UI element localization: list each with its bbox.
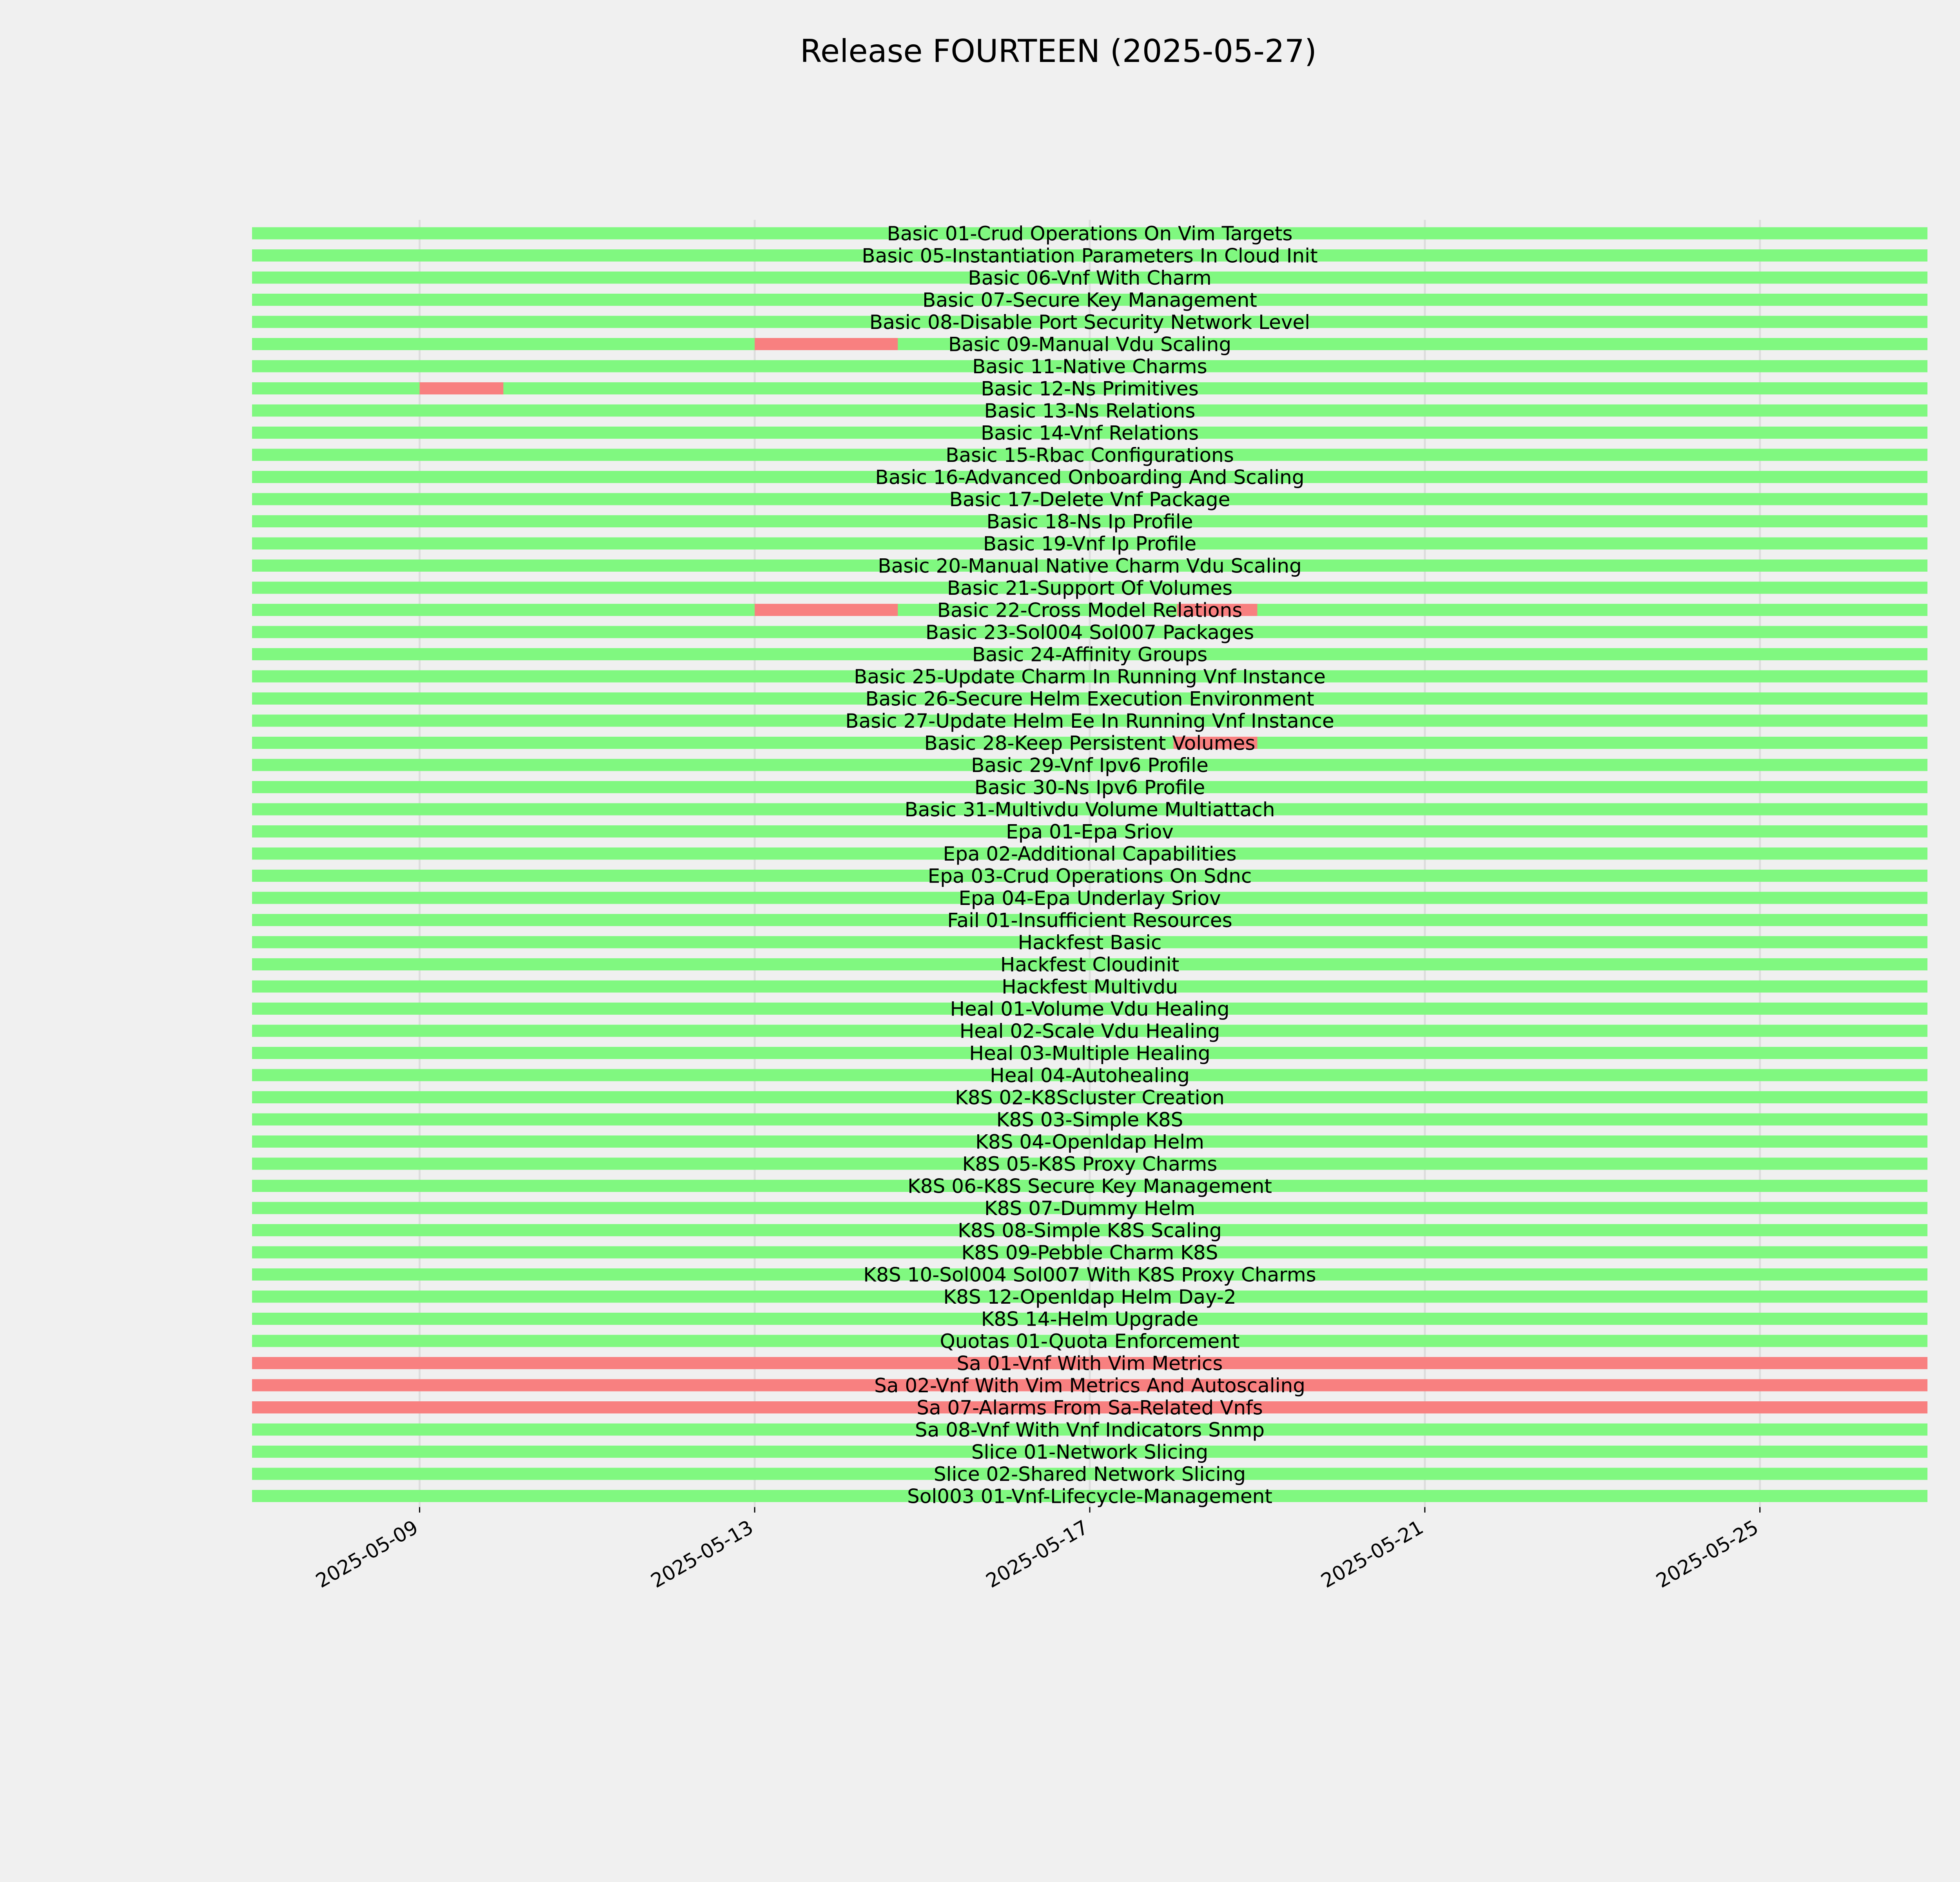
row-label: K8S 07-Dummy Helm — [984, 1197, 1195, 1220]
row-label: Basic 05-Instantiation Parameters In Cloud Init — [862, 244, 1318, 267]
row-label: Basic 25-Update Charm In Running Vnf Instance — [854, 665, 1326, 688]
row-label: Basic 17-Delete Vnf Package — [949, 488, 1230, 511]
row-label: Basic 21-Support Of Volumes — [947, 577, 1233, 599]
row-label: Basic 26-Secure Helm Execution Environment — [865, 687, 1314, 710]
row-label: Basic 06-Vnf With Charm — [968, 267, 1212, 289]
row-label: Quotas 01-Quota Enforcement — [940, 1330, 1240, 1353]
row-label: Fail 01-Insufficient Resources — [947, 909, 1232, 932]
row-label: Basic 14-Vnf Relations — [980, 421, 1199, 445]
row-label: Basic 20-Manual Native Charm Vdu Scaling — [878, 554, 1302, 578]
row-label: Sol003 01-Vnf-Lifecycle-Management — [907, 1485, 1272, 1508]
x-tick-label: 2025-05-21 — [1317, 1515, 1427, 1593]
row-label: Basic 12-Ns Primitives — [981, 377, 1199, 400]
row-label: K8S 09-Pebble Charm K8S — [961, 1241, 1218, 1264]
row-label: Basic 07-Secure Key Management — [922, 289, 1257, 312]
row-label: Slice 01-Network Slicing — [971, 1441, 1209, 1464]
x-tick-label: 2025-05-25 — [1652, 1515, 1762, 1593]
row-label: Basic 22-Cross Model Relations — [937, 599, 1243, 622]
row-label: Basic 16-Advanced Onboarding And Scaling — [875, 466, 1305, 489]
row-label: Epa 02-Additional Capabilities — [943, 843, 1237, 865]
row-label: Heal 02-Scale Vdu Healing — [959, 1020, 1220, 1043]
row-label: Sa 08-Vnf With Vnf Indicators Snmp — [915, 1419, 1265, 1441]
row-label: Basic 01-Crud Operations On Vim Targets — [887, 222, 1293, 245]
row-label: Basic 29-Vnf Ipv6 Profile — [971, 754, 1209, 777]
x-tick-label: 2025-05-09 — [312, 1515, 422, 1593]
row-label: Heal 04-Autohealing — [990, 1064, 1190, 1087]
row-label: Basic 23-Sol004 Sol007 Packages — [925, 621, 1254, 644]
row-label: K8S 14-Helm Upgrade — [981, 1308, 1199, 1331]
row-label: Basic 18-Ns Ip Profile — [986, 510, 1193, 533]
row-label: Basic 15-Rbac Configurations — [946, 444, 1234, 467]
row-label: Heal 03-Multiple Healing — [969, 1042, 1210, 1065]
row-label: Basic 09-Manual Vdu Scaling — [948, 333, 1232, 356]
row-label: Hackfest Cloudinit — [1000, 953, 1180, 976]
row-label: Epa 04-Epa Underlay Sriov — [958, 887, 1221, 910]
row-label: Basic 27-Update Helm Ee In Running Vnf Instance — [845, 710, 1334, 732]
x-tick-label: 2025-05-13 — [647, 1515, 757, 1593]
row-label: Basic 30-Ns Ipv6 Profile — [974, 776, 1205, 799]
row-label: K8S 10-Sol004 Sol007 With K8S Proxy Charms — [863, 1263, 1316, 1286]
row-label: Basic 11-Native Charms — [972, 355, 1207, 378]
row-label: Basic 28-Keep Persistent Volumes — [924, 732, 1256, 755]
fail-bar — [755, 338, 898, 350]
row-label: Hackfest Multivdu — [1002, 976, 1178, 998]
row-label: K8S 12-Openldap Helm Day-2 — [943, 1286, 1236, 1308]
row-label: K8S 04-Openldap Helm — [975, 1130, 1204, 1154]
row-label: Basic 24-Affinity Groups — [972, 643, 1208, 666]
fail-bar — [419, 382, 503, 394]
row-label: Hackfest Basic — [1018, 931, 1162, 954]
x-tick-label: 2025-05-17 — [982, 1515, 1092, 1593]
row-label: Epa 01-Epa Sriov — [1006, 820, 1174, 843]
row-label: Slice 02-Shared Network Slicing — [933, 1463, 1246, 1486]
row-label: Heal 01-Volume Vdu Healing — [950, 997, 1230, 1021]
row-label: Basic 13-Ns Relations — [984, 400, 1196, 422]
chart-title: Release FOURTEEN (2025-05-27) — [800, 33, 1317, 69]
row-label: Basic 08-Disable Port Security Network Level — [869, 311, 1310, 334]
row-label: Epa 03-Crud Operations On Sdnc — [927, 865, 1252, 888]
row-label: Sa 01-Vnf With Vim Metrics — [956, 1352, 1223, 1375]
row-label: K8S 03-Simple K8S — [996, 1108, 1183, 1131]
row-label: Basic 19-Vnf Ip Profile — [983, 532, 1197, 555]
row-label: K8S 02-K8Scluster Creation — [955, 1086, 1225, 1109]
fail-bar — [755, 604, 898, 616]
row-label: K8S 05-K8S Proxy Charms — [962, 1153, 1218, 1175]
row-label: Sa 02-Vnf With Vim Metrics And Autoscaling — [874, 1374, 1305, 1397]
row-label: K8S 08-Simple K8S Scaling — [958, 1219, 1222, 1242]
row-label: K8S 06-K8S Secure Key Management — [907, 1175, 1272, 1198]
row-label: Basic 31-Multivdu Volume Multiattach — [904, 798, 1275, 821]
row-label: Sa 07-Alarms From Sa-Related Vnfs — [916, 1396, 1263, 1419]
